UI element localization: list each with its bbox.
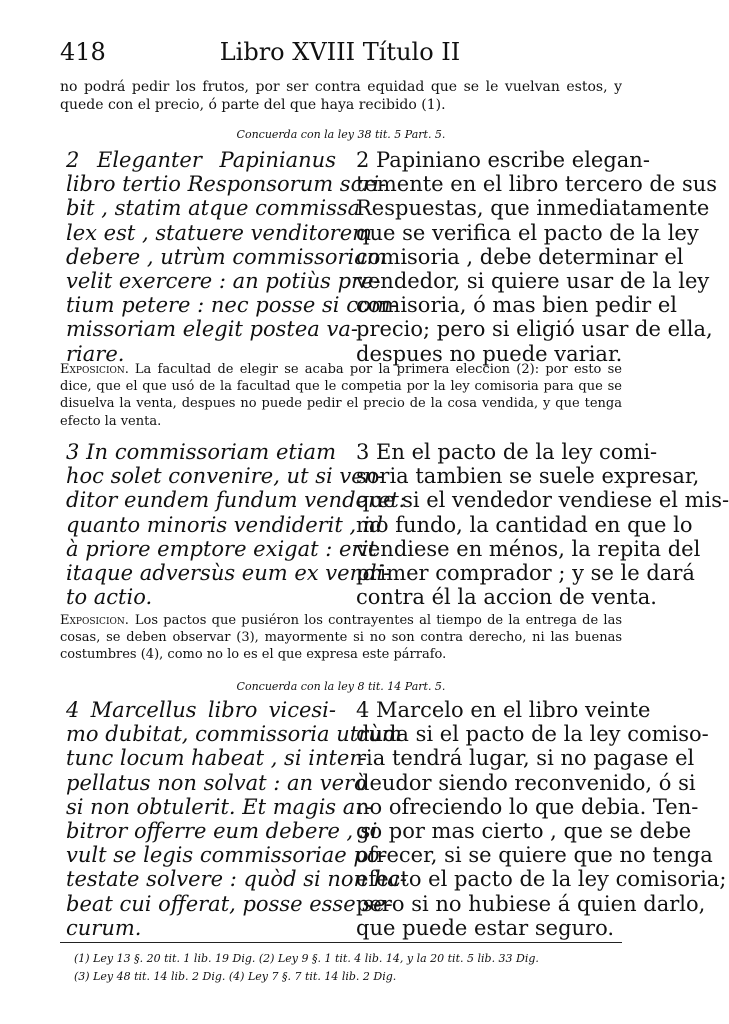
latin-line: ditor eundem fundum venderet: bbox=[66, 488, 406, 513]
spanish-line: efecto el pacto de la ley comisoria; bbox=[356, 867, 727, 892]
latin-line: itaque adversùs eum ex vendi- bbox=[66, 561, 391, 586]
latin-line: tium petere : nec posse si com- bbox=[66, 293, 398, 318]
spanish-column bbox=[356, 148, 718, 366]
latin-line: velit exercere : an potiùs pre- bbox=[66, 269, 381, 294]
footnotes bbox=[74, 950, 622, 986]
spanish-line: duda si el pacto de la ley comiso- bbox=[356, 722, 709, 747]
latin-line: mo dubitat, commissoria utrùm bbox=[66, 722, 402, 747]
spanish-line: deudor siendo reconvenido, ó si bbox=[356, 770, 696, 795]
exposition-text: Los pactos que pusiéron los contrayentes al tiempo de la entrega de las cosas, se deben observar (3), mayormente si no son contra derecho, ni las buenas costumbres (4), como no lo es el que expresa este párrafo. bbox=[60, 613, 622, 663]
footnote-line: (3) Ley 48 tit. 14 lib. 2 Dig. (4) Ley 7 §. 7 tit. 14 lib. 2 Dig. bbox=[74, 970, 397, 983]
spanish-line: que puede estar seguro. bbox=[356, 915, 615, 940]
latin-line: to actio. bbox=[66, 585, 153, 610]
latin-line: libro tertio Responsorum scri- bbox=[66, 172, 387, 197]
latin-line: 4 Marcellus libro vicesi- bbox=[66, 698, 336, 722]
latin-line: pellatus non solvat : an verò bbox=[66, 770, 367, 795]
spanish-line: vendedor, si quiere usar de la ley bbox=[356, 269, 710, 294]
latin-line: testate solvere : quòd si non ha- bbox=[66, 867, 407, 892]
spanish-line: despues no puede variar. bbox=[356, 341, 623, 366]
latin-line: curum. bbox=[66, 915, 142, 940]
concordance-note: Concuerda con la ley 38 tit. 5 Part. 5. bbox=[236, 128, 446, 141]
spanish-line: que si el vendedor vendiese el mis- bbox=[356, 488, 729, 513]
spanish-line: comisoria , debe determinar el bbox=[356, 244, 684, 269]
exposition-paragraph bbox=[60, 361, 622, 430]
exposition-text: La facultad de elegir se acaba por la primera eleccion (2): por esto se dice, que el que usó de la facultad que le competia por la ley comisoria para que se disuelva la venta, despues no puede pedir el precio de la cosa vendida, y que tenga efecto la venta. bbox=[60, 362, 622, 429]
spanish-line: que se verifica el pacto de la ley bbox=[356, 220, 699, 245]
spanish-line: mo fundo, la cantidad en que lo bbox=[356, 512, 693, 537]
spanish-column bbox=[356, 440, 729, 610]
spanish-line: temente en el libro tercero de sus bbox=[356, 172, 718, 197]
latin-line: quanto minoris vendiderit , id bbox=[66, 512, 383, 537]
page-number: 418 bbox=[60, 38, 106, 66]
latin-line: si non obtulerit. Et magis ar- bbox=[66, 794, 373, 819]
spanish-line: contra él la accion de venta. bbox=[356, 585, 657, 610]
spanish-line: go por mas cierto , que se debe bbox=[356, 819, 692, 844]
latin-line: bit , statim atque commissa bbox=[66, 196, 361, 221]
concordance-note: Concuerda con la ley 8 tit. 14 Part. 5. bbox=[236, 680, 446, 693]
latin-line: 2 Eleganter Papinianus bbox=[66, 148, 336, 172]
exposition-label: Exposicion. bbox=[60, 613, 129, 628]
spanish-line: 4 Marcelo en el libro veinte bbox=[356, 698, 651, 722]
latin-line: hoc solet convenire, ut si ven- bbox=[66, 464, 385, 489]
latin-line: à priore emptore exigat : erit bbox=[66, 536, 377, 561]
spanish-line: precio; pero si eligió usar de ella, bbox=[356, 317, 713, 342]
spanish-line: pero si no hubiese á quien darlo, bbox=[356, 891, 706, 916]
spanish-line: 2 Papiniano escribe elegan- bbox=[356, 148, 650, 172]
latin-column bbox=[66, 148, 398, 366]
latin-line: tunc locum habeat , si inter- bbox=[66, 746, 367, 771]
spanish-line: ofrecer, si se quiere que no tenga bbox=[356, 843, 713, 868]
latin-line: bitror offerre eum debere , si bbox=[66, 819, 378, 844]
latin-line: riare. bbox=[66, 341, 125, 366]
running-header bbox=[60, 38, 620, 68]
latin-line: vult se legis commissoriae po- bbox=[66, 843, 387, 868]
spanish-column bbox=[356, 698, 727, 940]
running-title: Libro XVIII Título II bbox=[219, 38, 461, 66]
latin-column bbox=[66, 440, 406, 610]
spanish-line: ria tendrá lugar, si no pagase el bbox=[356, 746, 695, 771]
spanish-line: primer comprador ; y se le dará bbox=[356, 561, 695, 586]
latin-line: beat cui offerat, posse esse se- bbox=[66, 891, 393, 916]
exposition-label: Exposicion. bbox=[60, 362, 129, 377]
spanish-line: Respuestas, que inmediatamente bbox=[356, 196, 710, 221]
latin-line: lex est , statuere venditorem bbox=[66, 220, 373, 245]
footnote-line: (1) Ley 13 §. 20 tit. 1 lib. 19 Dig. (2) Ley 9 §. 1 tit. 4 lib. 14, y la 20 tit. 5 lib. 33 Dig. bbox=[74, 952, 539, 965]
latin-line: debere , utrùm commissoriam bbox=[66, 244, 387, 269]
latin-line: missoriam elegit postea va- bbox=[66, 317, 358, 342]
latin-line: 3 In commissoriam etiam bbox=[66, 440, 336, 464]
intro-paragraph: no podrá pedir los frutos, por ser contra equidad que se le vuelvan estos, y quede con el precio, ó parte del que haya recibido (1). bbox=[60, 79, 622, 113]
spanish-line: no ofreciendo lo que debia. Ten- bbox=[356, 794, 699, 819]
spanish-line: comisoria, ó mas bien pedir el bbox=[356, 293, 677, 318]
spanish-line: vendiese en ménos, la repita del bbox=[356, 536, 701, 561]
spanish-line: 3 En el pacto de la ley comi- bbox=[356, 440, 658, 464]
spanish-line: soria tambien se suele expresar, bbox=[356, 464, 700, 489]
exposition-paragraph bbox=[60, 612, 622, 664]
latin-column bbox=[66, 698, 407, 940]
footnote-rule bbox=[60, 942, 622, 943]
